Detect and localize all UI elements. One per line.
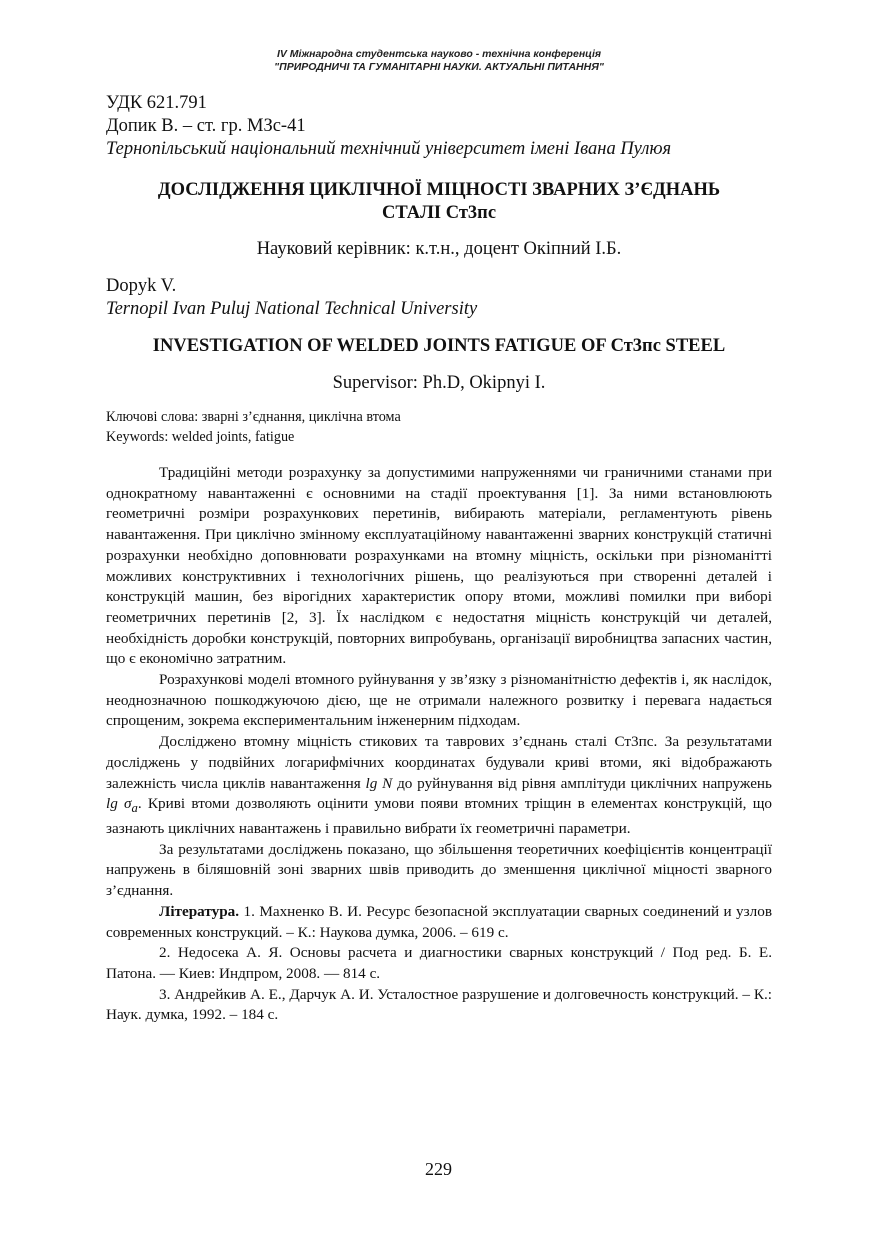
- literature-label: Література.: [159, 902, 240, 920]
- keywords-en: Keywords: welded joints, fatigue: [106, 429, 295, 445]
- paragraph-3-part-b: до руйнування від рівня амплітуди циклічних напружень: [392, 774, 772, 792]
- reference-1: [106, 902, 772, 943]
- paragraph-1: Традиційні методи розрахунку за допустимими напруженнями чи граничними станами при однократному навантаженні є основними на стадії проектування [1]. За ними встановлюють геометричні розміри розрахункових перетинів, вибирають матеріали, регламентують рівень навантаження. При циклічно змінному експлуатаційному навантаженні зварних конструкцій статичні розрахунки необхідно доповнювати розрахунками на втомну міцність, оскільки при різноманітті можливих конструктивних і технологічних рішень, що реалізуються при створенні деталей і конструкцій машин, без вірогідних характеристик опору втоми, можливі помилки при виборі геометричних перетинів [2, 3]. Їх наслідком є недостатня міцність конструкцій чи деталей, необхідність доробки конструкцій, повторних випробувань, організації виробництва запасних частин, що є економічно затратним.: [106, 464, 772, 668]
- conference-line-2: "ПРИРОДНИЧІ ТА ГУМАНІТАРНІ НАУКИ. АКТУАЛЬНІ ПИТАННЯ": [274, 61, 604, 73]
- title-ua-line-2: СТАЛІ Ст3пс: [381, 203, 497, 223]
- title-ua-line-1: ДОСЛІДЖЕННЯ ЦИКЛІЧНОЇ МІЦНОСТІ ЗВАРНИХ З’ЄДНАНЬ: [157, 180, 721, 200]
- supervisor-ua: Науковий керівник: к.т.н., доцент Окіпний І.Б.: [256, 239, 622, 259]
- paragraph-3: [106, 732, 772, 840]
- affiliation-ua: Тернопільський національний технічний університет імені Івана Пулюя: [106, 139, 672, 159]
- formula-lg-sigma: lg σ: [106, 795, 132, 813]
- conference-line-1: IV Міжнародна студентська науково - технічна конференція: [276, 48, 602, 60]
- formula-sigma-subscript: a: [131, 801, 138, 816]
- keywords-ua: Ключові слова: зварні з’єднання, циклічна втома: [106, 409, 401, 425]
- body-text: [106, 463, 772, 1026]
- paragraph-2: Розрахункові моделі втомного руйнування у зв’язку з різноманітністю дефектів і, як наслідок, неоднозначною пошкоджуючою дією, ще не отримали належного розвитку і перевага надається спрощеним, зокрема експериментальним інженерним підходам.: [106, 671, 772, 730]
- title-en: INVESTIGATION OF WELDED JOINTS FATIGUE OF Ст3пс STEEL: [152, 336, 726, 356]
- udk-code: УДК 621.791: [106, 93, 207, 113]
- paper-page: [106, 48, 772, 1026]
- title-ua: [106, 179, 772, 225]
- formula-lg-n: lg N: [365, 774, 393, 792]
- conference-header: [106, 48, 772, 74]
- author-ua: Допик В. – ст. гр. МЗс-41: [106, 116, 306, 136]
- reference-2: 2. Недосека А. Я. Основы расчета и диагностики сварных конструкций / Под ред. Б. Е. Патона. — Киев: Индпром, 2008. — 814 с.: [106, 944, 772, 982]
- paragraph-3-part-a: Досліджено втомну міцність стикових та таврових з’єднань сталі Ст3пс. За результатами досліджень у подвійних логарифмічних координатах будували криві втоми, які відображають залежність числа циклів навантаження: [106, 733, 772, 792]
- author-en: Dopyk V.: [106, 276, 177, 296]
- page-number: 229: [425, 1159, 452, 1179]
- reference-1-text: 1. Махненко В. И. Ресурс безопасной эксплуатации сварных соединений и узлов современных конструкций. – К.: Наукова думка, 2006. – 619 с.: [106, 902, 772, 941]
- reference-3: 3. Андрейкив А. Е., Дарчук А. И. Усталостное разрушение и долговечность конструкций. – К.: Наук. думка, 1992. – 184 с.: [106, 985, 772, 1024]
- affiliation-en: Ternopil Ivan Puluj National Technical University: [106, 299, 478, 319]
- paragraph-3-part-c: . Криві втоми дозволяють оцінити умови появи втомних тріщин в елементах конструкцій, що зазнають циклічних навантажень і правильно вибрати їх геометричні параметри.: [106, 795, 772, 837]
- supervisor-en: Supervisor: Ph.D, Okipnyi I.: [332, 373, 546, 393]
- paragraph-4: За результатами досліджень показано, що збільшення теоретичних коефіцієнтів концентрації напружень в біляшовній зоні зварних швів приводить до зменшення циклічної міцності зварного з’єднання.: [106, 840, 772, 900]
